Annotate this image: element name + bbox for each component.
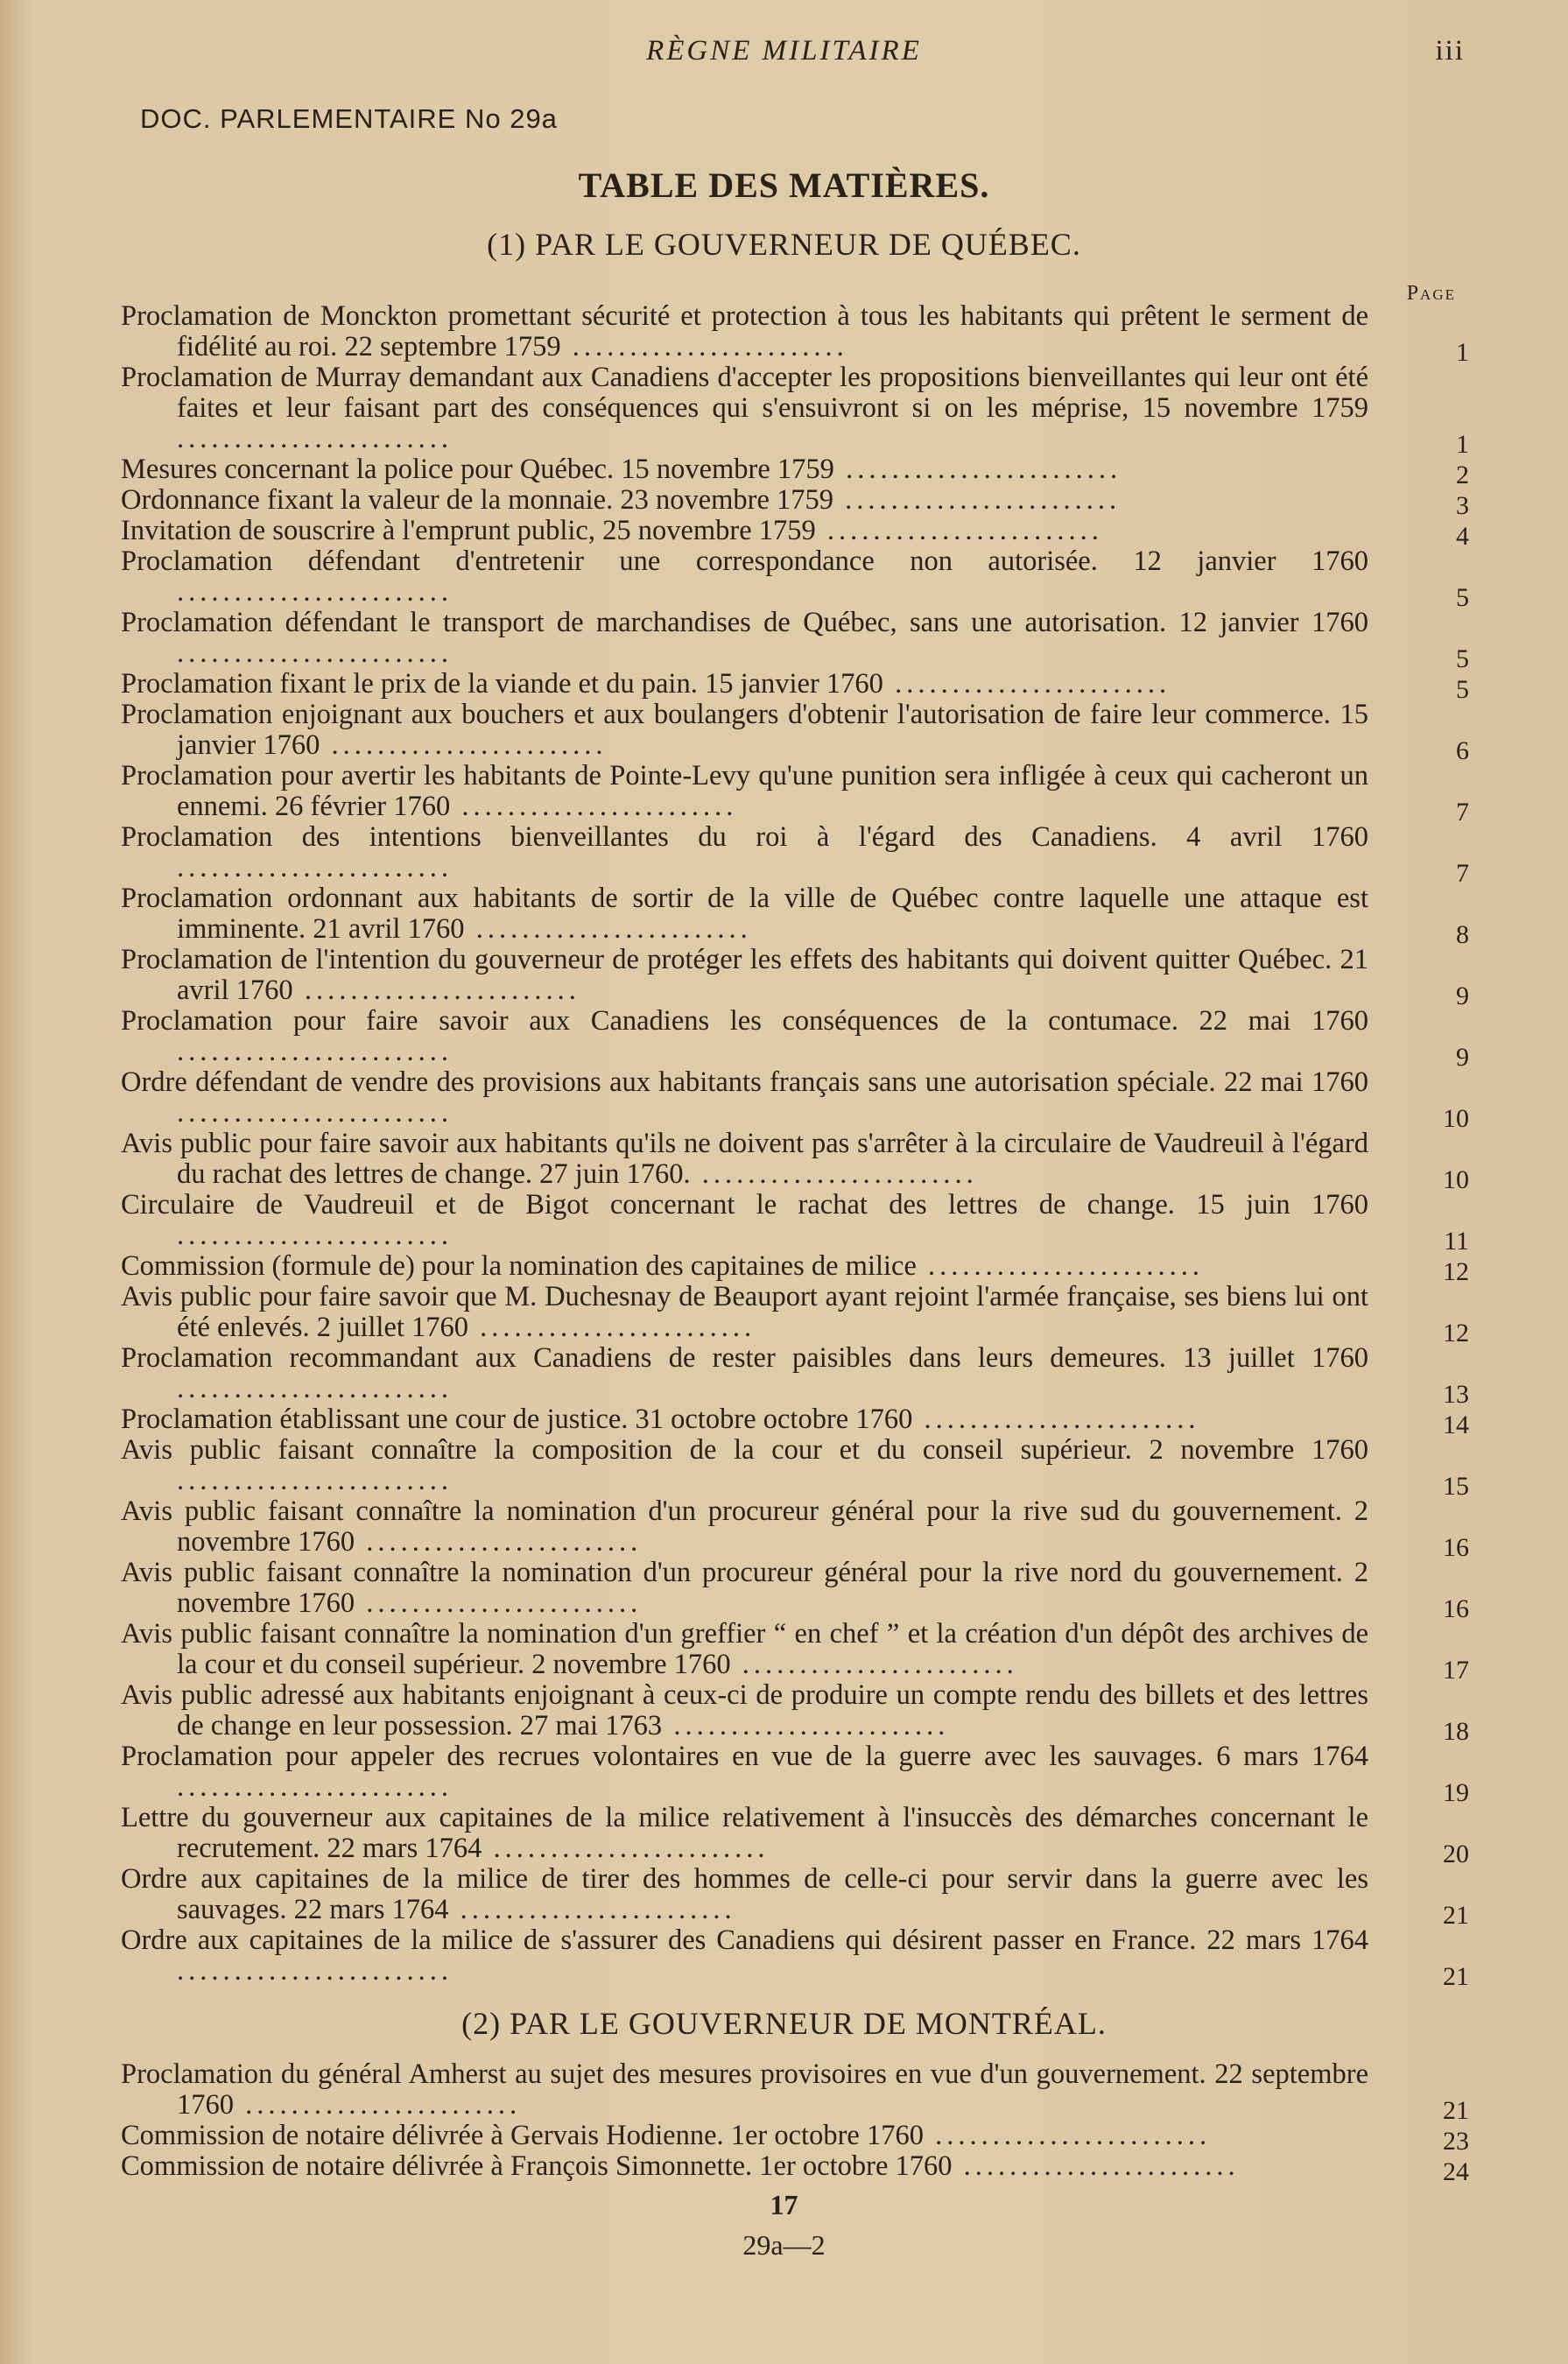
- dot-leader: ........................: [177, 423, 453, 454]
- toc-entry-title: Avis public pour faire savoir que M. Duchesnay de Beauport ayant rejoint l'armée française, ses biens lui ont été enlevés. 2 juillet 1760 ........................: [121, 1281, 1368, 1343]
- toc-entry-page: 12: [1443, 1257, 1469, 1286]
- toc-entry: [121, 1189, 1469, 1256]
- toc-entry-page: 14: [1443, 1411, 1469, 1439]
- dot-leader: ........................: [177, 1097, 453, 1129]
- toc-entry-page: 11: [1444, 1227, 1469, 1256]
- toc-entry-title: Ordre aux capitaines de la milice de s'assurer des Canadiens qui désirent passer en France. 22 mars 1764 ........................: [121, 1924, 1368, 1987]
- toc-entry: [121, 2150, 1469, 2186]
- toc-entry: [121, 883, 1469, 949]
- toc-entry-title: Invitation de souscrire à l'emprunt public, 25 novembre 1759 ........................: [121, 515, 1103, 546]
- toc-entry-page: 10: [1443, 1104, 1469, 1133]
- toc-entry-page: 20: [1443, 1840, 1469, 1868]
- toc-entry-title: Ordre aux capitaines de la milice de tirer des hommes de celle-ci pour servir dans la guerre avec les sauvages. 22 mars 1764 ........................: [121, 1863, 1368, 1925]
- toc-entry-page: 13: [1443, 1380, 1469, 1409]
- toc-entry-page: 7: [1456, 859, 1469, 888]
- toc-entry: [121, 1679, 1469, 1746]
- dot-leader: ........................: [177, 637, 453, 669]
- toc-entry: [121, 515, 1469, 551]
- dot-leader: ........................: [177, 1036, 453, 1067]
- dot-leader: ........................: [690, 1158, 978, 1190]
- toc-entry: [121, 1863, 1469, 1930]
- toc-entry-page: 8: [1456, 920, 1469, 949]
- toc-entry-page: 16: [1443, 1594, 1469, 1623]
- dot-leader: ........................: [952, 2150, 1240, 2182]
- toc-entry: [121, 1741, 1469, 1807]
- toc-entry: [121, 699, 1469, 765]
- toc-entry-title: Avis public pour faire savoir aux habitants qu'ils ne doivent pas s'arrêter à la circulaire de Vaudreuil à l'égard du rachat des lettres de change. 27 juin 1760. ........................: [121, 1128, 1368, 1190]
- toc-entry-title: Commission (formule de) pour la nomination des capitaines de milice ........................: [121, 1250, 1205, 1282]
- toc-entry: [121, 821, 1469, 888]
- toc-entry-page: 9: [1456, 981, 1469, 1010]
- toc-entry: [121, 1495, 1469, 1562]
- toc-entry-title: Proclamation de Murray demandant aux Canadiens d'accepter les propositions bienveillantes qui leur ont été faites et leur faisant part des conséquences qui s'ensuivront si on les méprise, 15 novembre 1759 ........................: [121, 362, 1368, 454]
- toc-entry-title: Ordonnance fixant la valeur de la monnaie. 23 novembre 1759 ........................: [121, 484, 1122, 516]
- toc-entry: [121, 1128, 1469, 1194]
- toc-entry-page: 12: [1443, 1319, 1469, 1347]
- toc-entry-page: 17: [1443, 1656, 1469, 1685]
- dot-leader: ........................: [355, 1526, 643, 1558]
- toc-entry-page: 9: [1456, 1043, 1469, 1072]
- toc-entry: [121, 1005, 1469, 1072]
- dot-leader: ........................: [560, 331, 848, 362]
- toc-entry-page: 24: [1443, 2157, 1469, 2186]
- dot-leader: ........................: [292, 974, 580, 1006]
- dot-leader: ........................: [320, 729, 608, 761]
- toc-list-montreal: [121, 2058, 1469, 2186]
- footer-signature: 29a—2: [742, 2229, 826, 2261]
- dot-leader: ........................: [912, 1404, 1200, 1435]
- page-number-roman: iii: [1435, 35, 1465, 67]
- footer-number: 17: [770, 2189, 798, 2220]
- toc-entry-page: 1: [1456, 430, 1469, 459]
- toc-entry-title: Proclamation fixant le prix de la viande et du pain. 15 janvier 1760 ........................: [121, 668, 1171, 700]
- toc-entry-title: Proclamation établissant une cour de justice. 31 octobre octobre 1760 ........................: [121, 1404, 1200, 1435]
- document-reference: DOC. PARLEMENTAIRE No 29a: [140, 103, 558, 134]
- toc-entry-title: Proclamation défendant le transport de marchandises de Québec, sans une autorisation. 12 janvier 1760 ........................: [121, 607, 1368, 669]
- toc-entry-title: Proclamation de l'intention du gouverneur de protéger les effets des habitants qui doivent quitter Québec. 21 avril 1760 ........................: [121, 944, 1368, 1006]
- toc-entry-title: Mesures concernant la police pour Québec. 15 novembre 1759 ........................: [121, 454, 1122, 485]
- toc-entry-title: Commission de notaire délivrée à Gervais Hodienne. 1er octobre 1760 ........................: [121, 2120, 1212, 2151]
- running-head: RÈGNE MILITAIRE: [646, 35, 922, 67]
- dot-leader: ........................: [177, 852, 453, 883]
- toc-entry-title: Avis public faisant connaître la nomination d'un greffier “ en chef ” et la création d'un dépôt des archives de la cour et du conseil supérieur. 2 novembre 1760 ........................: [121, 1618, 1368, 1680]
- toc-entry: [121, 1618, 1469, 1685]
- toc-entry: [121, 1404, 1469, 1439]
- toc-entry-title: Proclamation ordonnant aux habitants de sortir de la ville de Québec contre laquelle une attaque est imminente. 21 avril 1760 ........................: [121, 883, 1368, 945]
- toc-entry: [121, 2120, 1469, 2156]
- toc-entry-title: Proclamation pour avertir les habitants de Pointe-Levy qu'une punition sera infligée à ceux qui cacheront un ennemi. 26 février 1760 ........................: [121, 760, 1368, 822]
- dot-leader: ........................: [882, 668, 1171, 700]
- dot-leader: ........................: [468, 1312, 756, 1343]
- toc-entry: [121, 545, 1469, 612]
- toc-entry: [121, 300, 1469, 367]
- dot-leader: ........................: [916, 1250, 1205, 1282]
- toc-entry: [121, 1557, 1469, 1623]
- page-column-header: Page: [1406, 282, 1456, 305]
- dot-leader: ........................: [355, 1587, 643, 1619]
- toc-entry-title: Proclamation du général Amherst au sujet des mesures provisoires en vue d'un gouvernement. 22 septembre 1760 ........................: [121, 2058, 1368, 2121]
- dot-leader: ........................: [177, 576, 453, 608]
- dot-leader: ........................: [177, 1373, 453, 1404]
- toc-entry: [121, 484, 1469, 520]
- toc-entry-page: 5: [1456, 583, 1469, 612]
- toc-entry-page: 3: [1456, 491, 1469, 520]
- toc-entry-page: 7: [1456, 798, 1469, 827]
- dot-leader: ........................: [662, 1710, 950, 1741]
- toc-entry-title: Avis public faisant connaître la nomination d'un procureur général pour la rive nord du gouvernement. 2 novembre 1760 ........................: [121, 1557, 1368, 1619]
- toc-entry: [121, 760, 1469, 827]
- dot-leader: ........................: [815, 515, 1103, 546]
- dot-leader: ........................: [177, 1955, 453, 1987]
- toc-entry-title: Avis public faisant connaître la composition de la cour et du conseil supérieur. 2 novembre 1760 ........................: [121, 1434, 1368, 1496]
- toc-entry-page: 15: [1443, 1472, 1469, 1501]
- page-title: TABLE DES MATIÈRES.: [578, 165, 990, 205]
- toc-entry-page: 16: [1443, 1533, 1469, 1562]
- toc-entry-page: 18: [1443, 1717, 1469, 1746]
- toc-entry: [121, 2058, 1469, 2125]
- toc-entry-title: Avis public faisant connaître la nomination d'un procureur général pour la rive sud du gouvernement. 2 novembre 1760 ........................: [121, 1495, 1368, 1558]
- toc-entry-page: 6: [1456, 736, 1469, 765]
- toc-entry-page: 1: [1456, 338, 1469, 367]
- toc-entry: [121, 454, 1469, 489]
- toc-entry-page: 5: [1456, 644, 1469, 673]
- toc-entry: [121, 1342, 1469, 1409]
- toc-entry-page: 21: [1443, 1901, 1469, 1930]
- dot-leader: ........................: [177, 1465, 453, 1496]
- toc-entry-title: Proclamation pour faire savoir aux Canadiens les conséquences de la contumace. 22 mai 1760 ........................: [121, 1005, 1368, 1067]
- toc-entry-title: Proclamation de Monckton promettant sécurité et protection à tous les habitants qui prêtent le serment de fidélité au roi. 22 septembre 1759 ........................: [121, 300, 1368, 362]
- toc-entry-page: 19: [1443, 1778, 1469, 1807]
- toc-entry: [121, 1434, 1469, 1501]
- section-heading-montreal: (2) PAR LE GOUVERNEUR DE MONTRÉAL.: [461, 2006, 1107, 2041]
- toc-entry-page: 10: [1443, 1165, 1469, 1194]
- toc-entry: [121, 1066, 1469, 1133]
- section-heading-quebec: (1) PAR LE GOUVERNEUR DE QUÉBEC.: [487, 227, 1081, 262]
- dot-leader: ........................: [450, 791, 738, 822]
- toc-entry: [121, 1281, 1469, 1347]
- toc-entry-page: 4: [1456, 522, 1469, 551]
- dot-leader: ........................: [448, 1894, 736, 1925]
- toc-entry: [121, 944, 1469, 1010]
- dot-leader: ........................: [482, 1833, 770, 1864]
- toc-entry-title: Proclamation des intentions bienveillantes du roi à l'égard des Canadiens. 4 avril 1760 ........................: [121, 821, 1368, 883]
- toc-entry-title: Ordre défendant de vendre des provisions aux habitants français sans une autorisation spéciale. 22 mai 1760 ........................: [121, 1066, 1368, 1129]
- toc-entry: [121, 1802, 1469, 1868]
- toc-entry-title: Proclamation pour appeler des recrues volontaires en vue de la guerre avec les sauvages. 6 mars 1764 ........................: [121, 1741, 1368, 1803]
- dot-leader: ........................: [234, 2089, 522, 2121]
- toc-entry-page: 2: [1456, 461, 1469, 489]
- toc-entry-title: Circulaire de Vaudreuil et de Bigot concernant le rachat des lettres de change. 15 juin 1760 ........................: [121, 1189, 1368, 1251]
- toc-entry: [121, 1250, 1469, 1286]
- dot-leader: ........................: [923, 2120, 1212, 2151]
- dot-leader: ........................: [833, 484, 1122, 516]
- dot-leader: ........................: [177, 1220, 453, 1251]
- toc-entry-title: Proclamation recommandant aux Canadiens de rester paisibles dans leurs demeures. 13 juillet 1760 ........................: [121, 1342, 1368, 1404]
- toc-entry: [121, 668, 1469, 704]
- toc-entry: [121, 1924, 1469, 1991]
- toc-entry: [121, 362, 1469, 459]
- toc-entry-page: 21: [1443, 1962, 1469, 1991]
- toc-entry-title: Avis public adressé aux habitants enjoignant à ceux-ci de produire un compte rendu des billets et des lettres de change en leur possession. 27 mai 1763 ........................: [121, 1679, 1368, 1741]
- toc-entry-page: 21: [1443, 2096, 1469, 2125]
- toc-entry-title: Lettre du gouverneur aux capitaines de la milice relativement à l'insuccès des démarches concernant le recrutement. 22 mars 1764 ........................: [121, 1802, 1368, 1864]
- toc-list-quebec: [121, 300, 1469, 1991]
- toc-entry-title: Proclamation enjoignant aux bouchers et aux boulangers d'obtenir l'autorisation de faire leur commerce. 15 janvier 1760 ........................: [121, 699, 1368, 761]
- toc-entry-title: Proclamation défendant d'entretenir une correspondance non autorisée. 12 janvier 1760 ........................: [121, 545, 1368, 608]
- toc-entry-page: 5: [1456, 675, 1469, 704]
- dot-leader: ........................: [730, 1649, 1018, 1680]
- toc-entry-title: Commission de notaire délivrée à François Simonnette. 1er octobre 1760 ........................: [121, 2150, 1240, 2182]
- dot-leader: ........................: [464, 913, 752, 945]
- toc-entry-page: 23: [1443, 2127, 1469, 2156]
- dot-leader: ........................: [833, 454, 1122, 485]
- dot-leader: ........................: [177, 1771, 453, 1803]
- toc-entry: [121, 607, 1469, 673]
